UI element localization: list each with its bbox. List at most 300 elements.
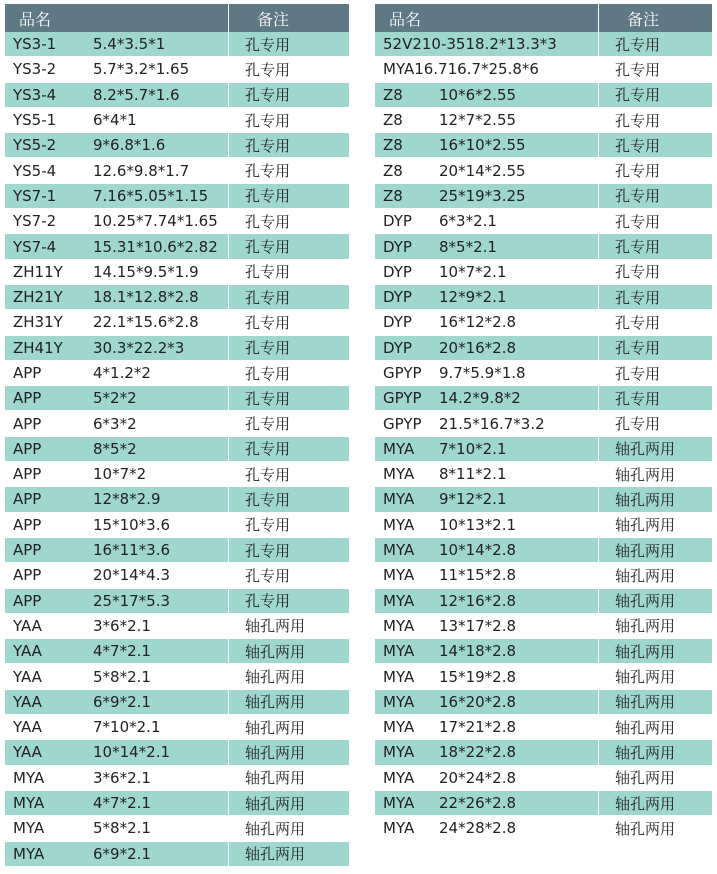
table-row: [5, 513, 349, 538]
product-size: 30.3*22.2*3: [93, 338, 185, 357]
product-size: 20*14*4.3: [93, 566, 171, 585]
product-code: GPYP: [383, 414, 422, 433]
product-size: 10*14*2.1: [93, 743, 171, 762]
table-row: [5, 108, 349, 133]
product-size: 20*16*2.8: [439, 338, 517, 357]
remark-cell: 孔专用: [598, 158, 712, 182]
product-name-cell: [5, 664, 228, 688]
product-size: 16*10*2.55: [439, 136, 526, 155]
product-size: 18.1*12.8*2.8: [93, 288, 199, 307]
remark-cell: 孔专用: [228, 158, 349, 182]
table-row: [5, 538, 349, 563]
product-size: 8.2*5.7*1.6: [93, 85, 180, 104]
table-row: [375, 133, 712, 158]
table-row: [375, 158, 712, 183]
remark-cell: 轴孔两用: [598, 740, 712, 764]
product-name-cell: [375, 816, 598, 840]
remark-cell: 孔专用: [598, 184, 712, 208]
table-row: [375, 234, 712, 259]
remark-cell: 轴孔两用: [228, 816, 349, 840]
product-code: APP: [13, 490, 42, 509]
table-row: [5, 158, 349, 183]
table-row: [375, 108, 712, 133]
header-name: 品名: [19, 9, 52, 29]
remark-cell: 轴孔两用: [228, 842, 349, 866]
product-name-cell: [375, 487, 598, 511]
product-name-cell: [5, 766, 228, 790]
remark-cell: 孔专用: [228, 108, 349, 132]
product-size: 14.2*9.8*2: [439, 389, 521, 408]
product-code: YS3-2: [13, 60, 57, 79]
product-size: 8*5*2.1: [439, 237, 497, 256]
product-size: 8*5*2: [93, 439, 137, 458]
table-row: [5, 715, 349, 740]
table-row: [5, 589, 349, 614]
product-code: GPYP: [383, 389, 422, 408]
table-row: [5, 184, 349, 209]
product-code: APP: [13, 364, 42, 382]
product-code: MYA: [383, 794, 415, 813]
table-row: [375, 361, 712, 386]
remark-cell: 轴孔两用: [598, 690, 712, 714]
table-row: [5, 209, 349, 234]
remark-cell: 轴孔两用: [228, 715, 349, 739]
product-name-cell: [5, 589, 228, 613]
product-code: DYP: [383, 212, 412, 231]
product-name-cell: [375, 361, 598, 385]
product-name-cell: [375, 437, 598, 461]
table-row: [375, 32, 712, 57]
table-row: [5, 740, 349, 765]
table-row: [375, 589, 712, 614]
table-row: [5, 816, 349, 841]
product-name-cell: [375, 664, 598, 688]
product-name-cell: [5, 361, 228, 385]
product-name-cell: [5, 386, 228, 410]
table-row: [5, 234, 349, 259]
product-size: 8*11*2.1: [439, 465, 507, 484]
table-row: [375, 639, 712, 664]
product-code: MYA: [383, 616, 415, 635]
product-name-cell: [375, 766, 598, 790]
product-code: APP: [13, 465, 42, 484]
product-code: MYA16.7: [383, 60, 448, 79]
remark-cell: 孔专用: [598, 209, 712, 233]
product-size: 6*3*2: [93, 414, 137, 433]
product-code: YAA: [13, 743, 42, 762]
product-size: 6*9*2.1: [93, 692, 151, 711]
product-size: 11*15*2.8: [439, 566, 517, 585]
product-size: 5.7*3.2*1.65: [93, 60, 190, 79]
table-row: [375, 690, 712, 715]
remark-cell: 轴孔两用: [598, 487, 712, 511]
product-size: 15.31*10.6*2.82: [93, 237, 218, 256]
product-name-cell: [5, 639, 228, 663]
product-size: 12*8*2.9: [93, 490, 161, 509]
product-size: 22.1*15.6*2.8: [93, 313, 199, 332]
remark-cell: 轴孔两用: [598, 816, 712, 840]
table-row: [5, 310, 349, 335]
product-size: 12.6*9.8*1.7: [93, 161, 190, 180]
product-code: ZH11Y: [13, 262, 63, 281]
remark-cell: 孔专用: [228, 386, 349, 410]
product-size: 5*8*2.1: [93, 819, 151, 838]
product-code: MYA: [383, 465, 415, 484]
product-code: Z8: [383, 85, 403, 104]
table-row: [5, 336, 349, 361]
header-name: 品名: [389, 9, 422, 29]
product-name-cell: [375, 513, 598, 537]
product-name-cell: [375, 158, 598, 182]
remark-cell: 轴孔两用: [598, 791, 712, 815]
product-code: MYA: [13, 819, 45, 838]
product-name-cell: [5, 133, 228, 157]
product-name-cell: [5, 234, 228, 258]
product-size: 5.4*3.5*1: [93, 35, 166, 54]
remark-cell: 轴孔两用: [598, 513, 712, 537]
table-row: [375, 437, 712, 462]
table-row: [5, 32, 349, 57]
product-code: APP: [13, 439, 42, 458]
product-name-cell: [375, 411, 598, 435]
remark-cell: 轴孔两用: [598, 462, 712, 486]
product-name-cell: [5, 310, 228, 334]
remark-cell: 孔专用: [228, 57, 349, 81]
remark-cell: 孔专用: [228, 361, 349, 385]
remark-cell: 轴孔两用: [228, 740, 349, 764]
product-size: 18.2*13.3*3: [465, 35, 557, 54]
product-name-cell: [375, 639, 598, 663]
table-row: [5, 842, 349, 867]
product-name-cell: [5, 260, 228, 284]
product-name-cell: [375, 184, 598, 208]
product-name-cell: [5, 209, 228, 233]
remark-cell: 轴孔两用: [598, 664, 712, 688]
remark-cell: 轴孔两用: [598, 639, 712, 663]
table-row: [375, 411, 712, 436]
product-name-cell: [5, 83, 228, 107]
product-size: 17*21*2.8: [439, 718, 517, 737]
product-size: 6*9*2.1: [93, 844, 151, 863]
product-code: YAA: [13, 616, 42, 635]
left-table: [5, 4, 349, 867]
remark-cell: 孔专用: [228, 310, 349, 334]
product-size: 12*7*2.55: [439, 111, 517, 130]
product-code: Z8: [383, 161, 403, 180]
remark-cell: 孔专用: [228, 133, 349, 157]
product-size: 7*10*2.1: [439, 439, 507, 458]
product-size: 12*16*2.8: [439, 591, 517, 610]
product-code: MYA: [383, 642, 415, 661]
right-table-header: [375, 4, 712, 32]
product-code: DYP: [383, 237, 412, 256]
remark-cell: 轴孔两用: [598, 715, 712, 739]
remark-cell: 孔专用: [228, 285, 349, 309]
product-size: 21.5*16.7*3.2: [439, 414, 545, 433]
table-row: [5, 411, 349, 436]
remark-cell: 孔专用: [228, 437, 349, 461]
remark-cell: 轴孔两用: [228, 614, 349, 638]
product-size: 16*12*2.8: [439, 313, 517, 332]
remark-cell: 轴孔两用: [598, 437, 712, 461]
product-name-cell: [5, 437, 228, 461]
remark-cell: 孔专用: [228, 336, 349, 360]
product-size: 13*17*2.8: [439, 616, 517, 635]
product-name-cell: [375, 386, 598, 410]
product-size: 10*6*2.55: [439, 85, 517, 104]
remark-cell: 孔专用: [228, 513, 349, 537]
product-size: 15*19*2.8: [439, 667, 517, 686]
table-row: [5, 83, 349, 108]
product-name-cell: [375, 32, 598, 56]
table-row: [375, 310, 712, 335]
product-code: MYA: [13, 844, 45, 863]
table-row: [5, 614, 349, 639]
product-name-cell: [375, 234, 598, 258]
product-name-cell: [375, 133, 598, 157]
product-name-cell: [5, 614, 228, 638]
remark-cell: 轴孔两用: [598, 538, 712, 562]
remark-cell: 孔专用: [228, 32, 349, 56]
product-size: 4*7*2.1: [93, 642, 151, 661]
table-row: [5, 386, 349, 411]
product-code: MYA: [383, 566, 415, 585]
product-name-cell: [5, 411, 228, 435]
product-code: YS5-2: [13, 136, 57, 155]
product-name-cell: [5, 816, 228, 840]
product-code: DYP: [383, 288, 412, 307]
remark-cell: 孔专用: [228, 462, 349, 486]
remark-cell: 孔专用: [228, 487, 349, 511]
product-code: MYA: [13, 768, 45, 787]
product-name-cell: [5, 513, 228, 537]
product-code: YS3-4: [13, 85, 57, 104]
product-code: Z8: [383, 186, 403, 205]
product-name-cell: [5, 740, 228, 764]
product-size: 3*6*2.1: [93, 768, 151, 787]
table-row: [375, 462, 712, 487]
product-code: Z8: [383, 136, 403, 155]
product-code: YS7-4: [13, 237, 57, 256]
table-row: [375, 816, 712, 841]
remark-cell: 孔专用: [598, 57, 712, 81]
product-size: 16.7*25.8*6: [447, 60, 539, 79]
product-code: DYP: [383, 338, 412, 357]
product-code: YS7-2: [13, 212, 57, 231]
product-code: MYA: [383, 819, 415, 838]
product-size: 9.7*5.9*1.8: [439, 364, 526, 382]
product-size: 5*2*2: [93, 389, 137, 408]
table-row: [5, 664, 349, 689]
remark-cell: 孔专用: [598, 133, 712, 157]
table-row: [375, 715, 712, 740]
product-code: YAA: [13, 692, 42, 711]
product-code: DYP: [383, 313, 412, 332]
product-name-cell: [375, 791, 598, 815]
product-code: YS5-1: [13, 111, 57, 130]
product-size: 10*7*2: [93, 465, 147, 484]
product-name-cell: [375, 740, 598, 764]
table-row: [375, 791, 712, 816]
remark-cell: 孔专用: [228, 234, 349, 258]
remark-cell: 孔专用: [598, 336, 712, 360]
product-size: 6*4*1: [93, 111, 137, 130]
product-size: 9*6.8*1.6: [93, 136, 166, 155]
table-row: [5, 690, 349, 715]
table-row: [375, 386, 712, 411]
product-code: APP: [13, 414, 42, 433]
product-name-cell: [375, 589, 598, 613]
product-size: 4*1.2*2: [93, 364, 151, 382]
product-name-cell: [5, 791, 228, 815]
header-remark: 备注: [598, 4, 712, 32]
table-row: [5, 487, 349, 512]
table-row: [375, 664, 712, 689]
right-table-body: [375, 32, 712, 842]
remark-cell: 轴孔两用: [598, 563, 712, 587]
remark-cell: 孔专用: [598, 285, 712, 309]
product-name-cell: [375, 260, 598, 284]
product-name-cell: [5, 57, 228, 81]
product-size: 12*9*2.1: [439, 288, 507, 307]
product-size: 7.16*5.05*1.15: [93, 186, 209, 205]
table-row: [5, 285, 349, 310]
product-name-cell: [375, 715, 598, 739]
product-name-cell: [5, 715, 228, 739]
product-code: MYA: [383, 515, 415, 534]
table-row: [5, 639, 349, 664]
remark-cell: 孔专用: [228, 538, 349, 562]
right-table: [375, 4, 712, 842]
product-code: YAA: [13, 642, 42, 661]
remark-cell: 孔专用: [598, 310, 712, 334]
remark-cell: 孔专用: [598, 260, 712, 284]
table-row: [375, 740, 712, 765]
product-code: APP: [13, 566, 42, 585]
remark-cell: 孔专用: [228, 209, 349, 233]
table-row: [5, 260, 349, 285]
product-code: MYA: [13, 794, 45, 813]
product-size: 20*14*2.55: [439, 161, 526, 180]
remark-cell: 孔专用: [598, 361, 712, 385]
remark-cell: 轴孔两用: [598, 589, 712, 613]
table-row: [5, 437, 349, 462]
product-code: MYA: [383, 768, 415, 787]
product-name-cell: [375, 209, 598, 233]
product-name-cell: [375, 690, 598, 714]
product-name-cell: [375, 336, 598, 360]
product-name-cell: [5, 842, 228, 866]
remark-cell: 轴孔两用: [228, 690, 349, 714]
product-size: 20*24*2.8: [439, 768, 517, 787]
product-code: YAA: [13, 667, 42, 686]
product-name-cell: [5, 462, 228, 486]
remark-cell: 孔专用: [598, 411, 712, 435]
product-code: APP: [13, 389, 42, 408]
table-row: [5, 462, 349, 487]
product-code: APP: [13, 541, 42, 560]
product-name-cell: [5, 690, 228, 714]
product-code: MYA: [383, 667, 415, 686]
product-size: 25*17*5.3: [93, 591, 171, 610]
product-size: 10*14*2.8: [439, 541, 517, 560]
product-name-cell: [375, 538, 598, 562]
product-size: 15*10*3.6: [93, 515, 171, 534]
remark-cell: 孔专用: [598, 386, 712, 410]
table-row: [5, 563, 349, 588]
product-code: YS3-1: [13, 35, 57, 54]
table-row: [375, 83, 712, 108]
remark-cell: 孔专用: [598, 32, 712, 56]
product-code: MYA: [383, 591, 415, 610]
product-code: MYA: [383, 541, 415, 560]
product-code: ZH41Y: [13, 338, 63, 357]
product-code: Z8: [383, 111, 403, 130]
remark-cell: 轴孔两用: [598, 766, 712, 790]
remark-cell: 孔专用: [598, 108, 712, 132]
product-code: 52V210-35: [383, 35, 466, 54]
product-name-cell: [375, 83, 598, 107]
product-size: 18*22*2.8: [439, 743, 517, 762]
product-size: 25*19*3.25: [439, 186, 526, 205]
product-name-cell: [5, 563, 228, 587]
left-table-body: [5, 32, 349, 867]
product-code: YS5-4: [13, 161, 57, 180]
product-code: ZH21Y: [13, 288, 63, 307]
remark-cell: 孔专用: [598, 83, 712, 107]
product-name-cell: [5, 184, 228, 208]
product-size: 14.15*9.5*1.9: [93, 262, 199, 281]
table-row: [5, 361, 349, 386]
table-row: [375, 184, 712, 209]
product-code: MYA: [383, 692, 415, 711]
product-code: ZH31Y: [13, 313, 63, 332]
table-row: [375, 538, 712, 563]
product-name-cell: [375, 285, 598, 309]
product-name-cell: [375, 614, 598, 638]
product-name-cell: [375, 57, 598, 81]
product-code: MYA: [383, 743, 415, 762]
product-size: 10.25*7.74*1.65: [93, 212, 218, 231]
product-name-cell: [375, 563, 598, 587]
product-code: MYA: [383, 718, 415, 737]
table-row: [375, 209, 712, 234]
remark-cell: 孔专用: [228, 411, 349, 435]
table-row: [375, 513, 712, 538]
product-name-cell: [5, 538, 228, 562]
remark-cell: 孔专用: [228, 260, 349, 284]
product-code: APP: [13, 515, 42, 534]
product-name-cell: [5, 336, 228, 360]
product-size: 4*7*2.1: [93, 794, 151, 813]
remark-cell: 轴孔两用: [228, 791, 349, 815]
product-size: 10*7*2.1: [439, 262, 507, 281]
product-size: 3*6*2.1: [93, 616, 151, 635]
remark-cell: 轴孔两用: [228, 639, 349, 663]
product-size: 22*26*2.8: [439, 794, 517, 813]
remark-cell: 轴孔两用: [228, 664, 349, 688]
remark-cell: 轴孔两用: [228, 766, 349, 790]
product-name-cell: [5, 285, 228, 309]
product-size: 7*10*2.1: [93, 718, 161, 737]
table-row: [375, 487, 712, 512]
product-name-cell: [5, 158, 228, 182]
table-row: [375, 563, 712, 588]
product-size: 24*28*2.8: [439, 819, 517, 838]
table-row: [375, 285, 712, 310]
remark-cell: 孔专用: [228, 563, 349, 587]
product-size: 16*20*2.8: [439, 692, 517, 711]
